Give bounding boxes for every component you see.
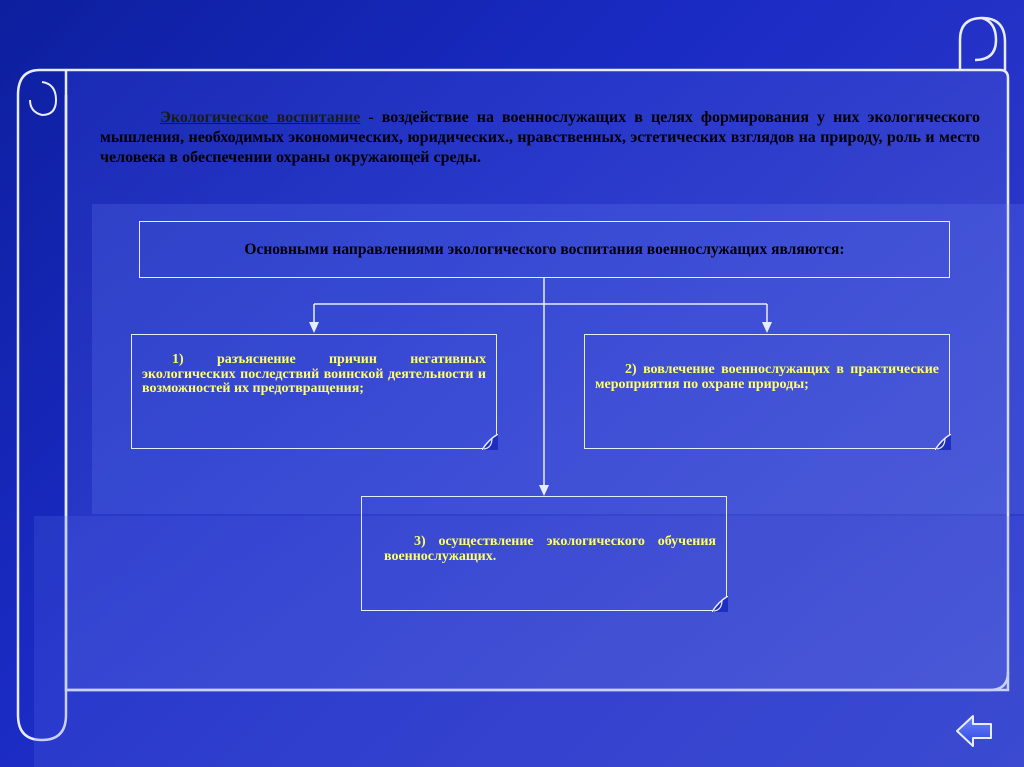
direction-2-box [584, 334, 950, 449]
direction-2-label: вовлечение военнослужащих в практические мероприятия по охране природы; [595, 362, 939, 392]
direction-1-label: разъяснение причин негативных экологических последствий воинской деятельности и возможностей их предотвращения; [142, 352, 486, 396]
folded-corner-icon [482, 434, 498, 450]
directions-header: Основными направлениями экологического воспитания военнослужащих являются: [244, 240, 845, 258]
direction-3-label: осуществление экологического обучения военнослужащих. [384, 534, 717, 564]
direction-2-text [595, 362, 939, 392]
direction-1-text [142, 352, 486, 396]
direction-3-text [384, 534, 716, 564]
folded-corner-icon [935, 434, 951, 450]
back-arrow-icon[interactable] [955, 713, 993, 749]
definition-term: Экологическое воспитание [160, 109, 361, 126]
directions-header-box [139, 221, 950, 278]
direction-2-number: 2) [625, 362, 637, 377]
direction-3-number: 3) [414, 534, 426, 549]
direction-1-box [131, 334, 497, 449]
direction-1-number: 1) [172, 352, 184, 367]
folded-corner-icon [712, 596, 728, 612]
definition-body: - воздействие на военнослужащих в целях формирования у них экологического мышления, необходимых экономических, юридических., нравственных, эстетических взглядов на природу, роль и место человека в обеспечении охраны окружающей среды. [100, 109, 980, 166]
direction-3-box [361, 496, 727, 611]
